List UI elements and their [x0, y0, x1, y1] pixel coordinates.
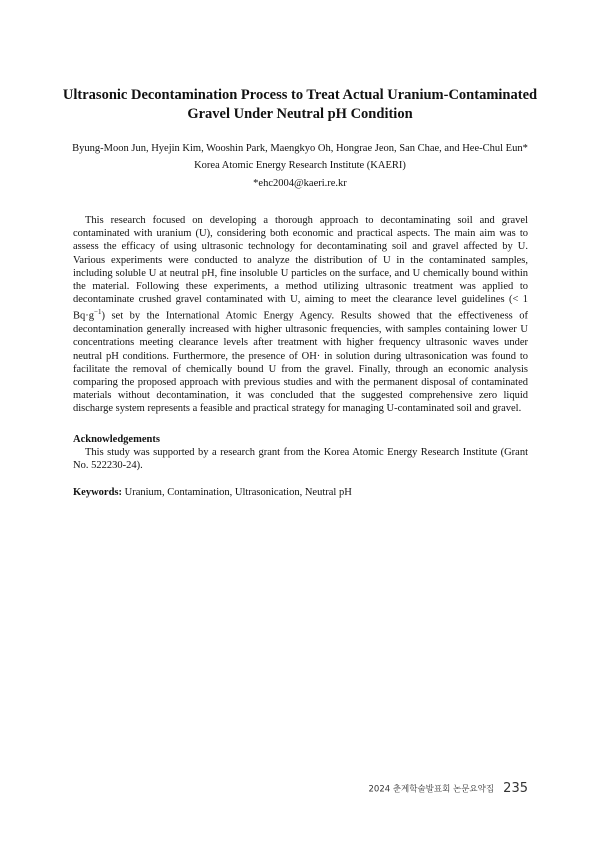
page-footer — [369, 778, 529, 797]
acknowledgements-heading: Acknowledgements — [73, 434, 160, 445]
paper-title — [60, 86, 540, 124]
author-list: Byung-Moon Jun, Hyejin Kim, Wooshin Park, Maengkyo Oh, Hongrae Jeon, San Chae, and Hee-Chul Eun* — [72, 143, 528, 154]
abstract — [73, 214, 528, 416]
affiliation: Korea Atomic Energy Research Institute (KAERI) — [194, 160, 406, 171]
keywords-list: Uranium, Contamination, Ultrasonication, Neutral pH — [124, 487, 352, 498]
keywords-label: Keywords: — [73, 487, 122, 498]
page-number: 235 — [503, 781, 528, 796]
abstract-text-part-1: This research focused on developing a thorough approach to decontaminating soil and gravel contaminated with uranium (U), considering both economic and practical aspects. The main aim was to assess the efficacy of using ultrasonic technology for decontaminating soil and gravel affected by U. Various experiments were conducted to analyze the distribution of U in the contaminated samples, including soluble U at neutral pH, fine insoluble U particles on the surface, and U chemically bound within the material. Following these experiments, a method utilizing ultrasonic treatment was applied to decontaminate crushed gravel contaminated with U, aiming to meet the clearance level guidelines (< 1 Bq·g — [73, 215, 528, 322]
proceedings-title: 2024 춘계학술발표회 논문요약집 — [368, 784, 495, 795]
title-line-1: Ultrasonic Decontamination Process to Treat Actual Uranium-Contaminated — [62, 87, 538, 103]
corresponding-email: *ehc2004@kaeri.re.kr — [253, 178, 347, 189]
abstract-superscript: −1 — [94, 308, 102, 317]
keywords — [73, 486, 528, 499]
abstract-text-part-2: ) set by the International Atomic Energy Agency. Results showed that the effectiveness of decontamination generally increased with higher ultrasonic frequencies, with samples containing lower U concentrations meeting clearance levels after treatment with higher frequency ultrasonic waves under neutral pH conditions. Furthermore, the presence of OH· in solution during ultrasonication was found to facilitate the removal of chemically bound U from the gravel. Finally, through an economic analysis comparing the proposed approach with previous studies and with the permanent disposal of contaminated materials without decontamination, it was concluded that the suggested comprehensive zero liquid discharge system represents a feasible and practical strategy for managing U-contaminated soil and gravel. — [73, 310, 528, 415]
acknowledgements-text: This study was supported by a research grant from the Korea Atomic Energy Research Institute (Grant No. 522230-24). — [73, 447, 528, 472]
title-line-2: Gravel Under Neutral pH Condition — [187, 106, 413, 122]
